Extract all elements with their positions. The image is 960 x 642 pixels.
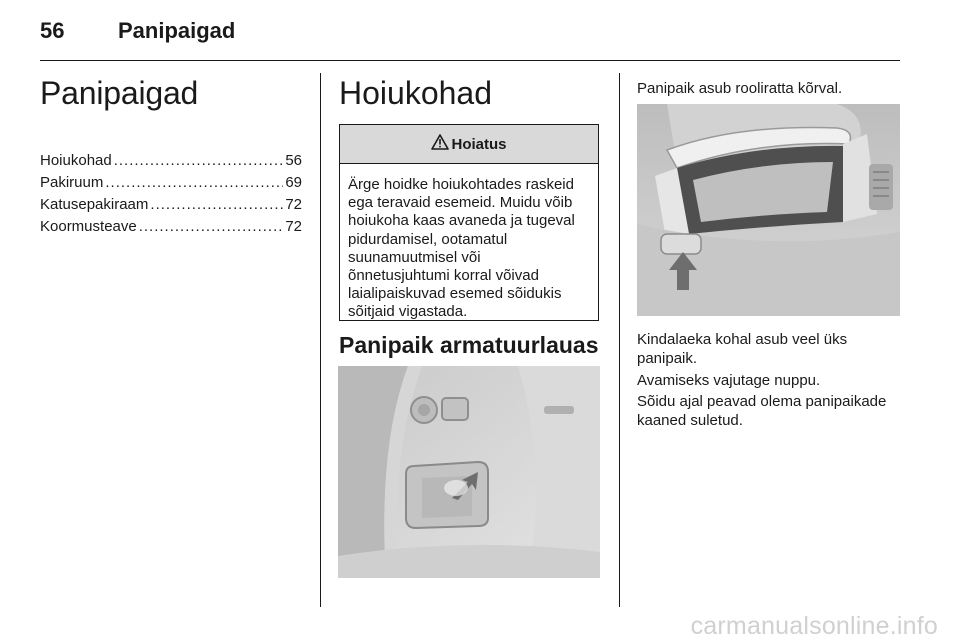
paragraph-line: panipaik. [637, 349, 698, 367]
toc-entry-page: 72 [285, 218, 302, 235]
warning-header [340, 125, 598, 164]
paragraph: Panipaik asub rooliratta kõrval. [637, 80, 843, 97]
subsection-title: Panipaik armatuurlauas [339, 332, 599, 358]
column-divider [619, 73, 620, 607]
running-title: Panipaigad [118, 18, 236, 43]
toc-entry[interactable] [40, 216, 302, 238]
toc-entry[interactable] [40, 172, 302, 194]
section-title: Hoiukohad [339, 75, 492, 111]
warning-line: ega teravaid esemeid. Muidu võib [348, 194, 573, 212]
warning-line: hoiukoha kaas avaneda ja tugeval [348, 212, 575, 230]
toc-entry[interactable] [40, 194, 302, 216]
watermark: carmanualsonline.info [690, 612, 938, 640]
toc-entry-label: Katusepakiraam [40, 196, 149, 213]
toc-leader-dots [150, 194, 283, 216]
warning-line: sõitjaid vigastada. [348, 303, 468, 321]
dashboard-storage-photo [338, 366, 600, 578]
toc-entry-label: Koormusteave [40, 218, 137, 235]
steering-storage-photo [637, 104, 900, 316]
paragraph [637, 331, 902, 368]
warning-line: pidurdamisel, ootamatul [348, 230, 508, 248]
warning-line: Ärge hoidke hoiukohtades raskeid [348, 176, 574, 193]
toc-entry-page: 72 [285, 196, 302, 213]
column-divider [320, 73, 321, 607]
toc-entry-label: Hoiukohad [40, 152, 112, 169]
warning-line: suunamuutmisel või [348, 248, 481, 266]
table-of-contents [40, 150, 302, 238]
toc-entry[interactable] [40, 150, 302, 172]
chapter-title: Panipaigad [40, 75, 199, 111]
toc-entry-page: 56 [285, 152, 302, 169]
page-number: 56 [40, 18, 65, 43]
header-divider [40, 60, 900, 61]
toc-leader-dots [114, 150, 284, 172]
toc-entry-page: 69 [285, 174, 302, 191]
paragraph-line: Kindalaeka kohal asub veel üks [637, 331, 848, 348]
paragraph-line: Sõidu ajal peavad olema panipaikade [637, 393, 887, 410]
toc-leader-dots [139, 216, 284, 238]
warning-heading: Hoiatus [451, 135, 507, 153]
paragraph [637, 393, 902, 430]
toc-leader-dots [105, 172, 283, 194]
warning-line: laialipaiskuvad esemed sõidukis [348, 285, 562, 303]
paragraph: Avamiseks vajutage nuppu. [637, 372, 821, 389]
warning-text [340, 164, 598, 322]
warning-box [339, 124, 599, 321]
warning-line: õnnetusjuhtumi korral võivad [348, 267, 539, 285]
warning-triangle-icon [431, 134, 451, 154]
toc-entry-label: Pakiruum [40, 174, 104, 191]
paragraph-line: kaaned suletud. [637, 411, 743, 429]
